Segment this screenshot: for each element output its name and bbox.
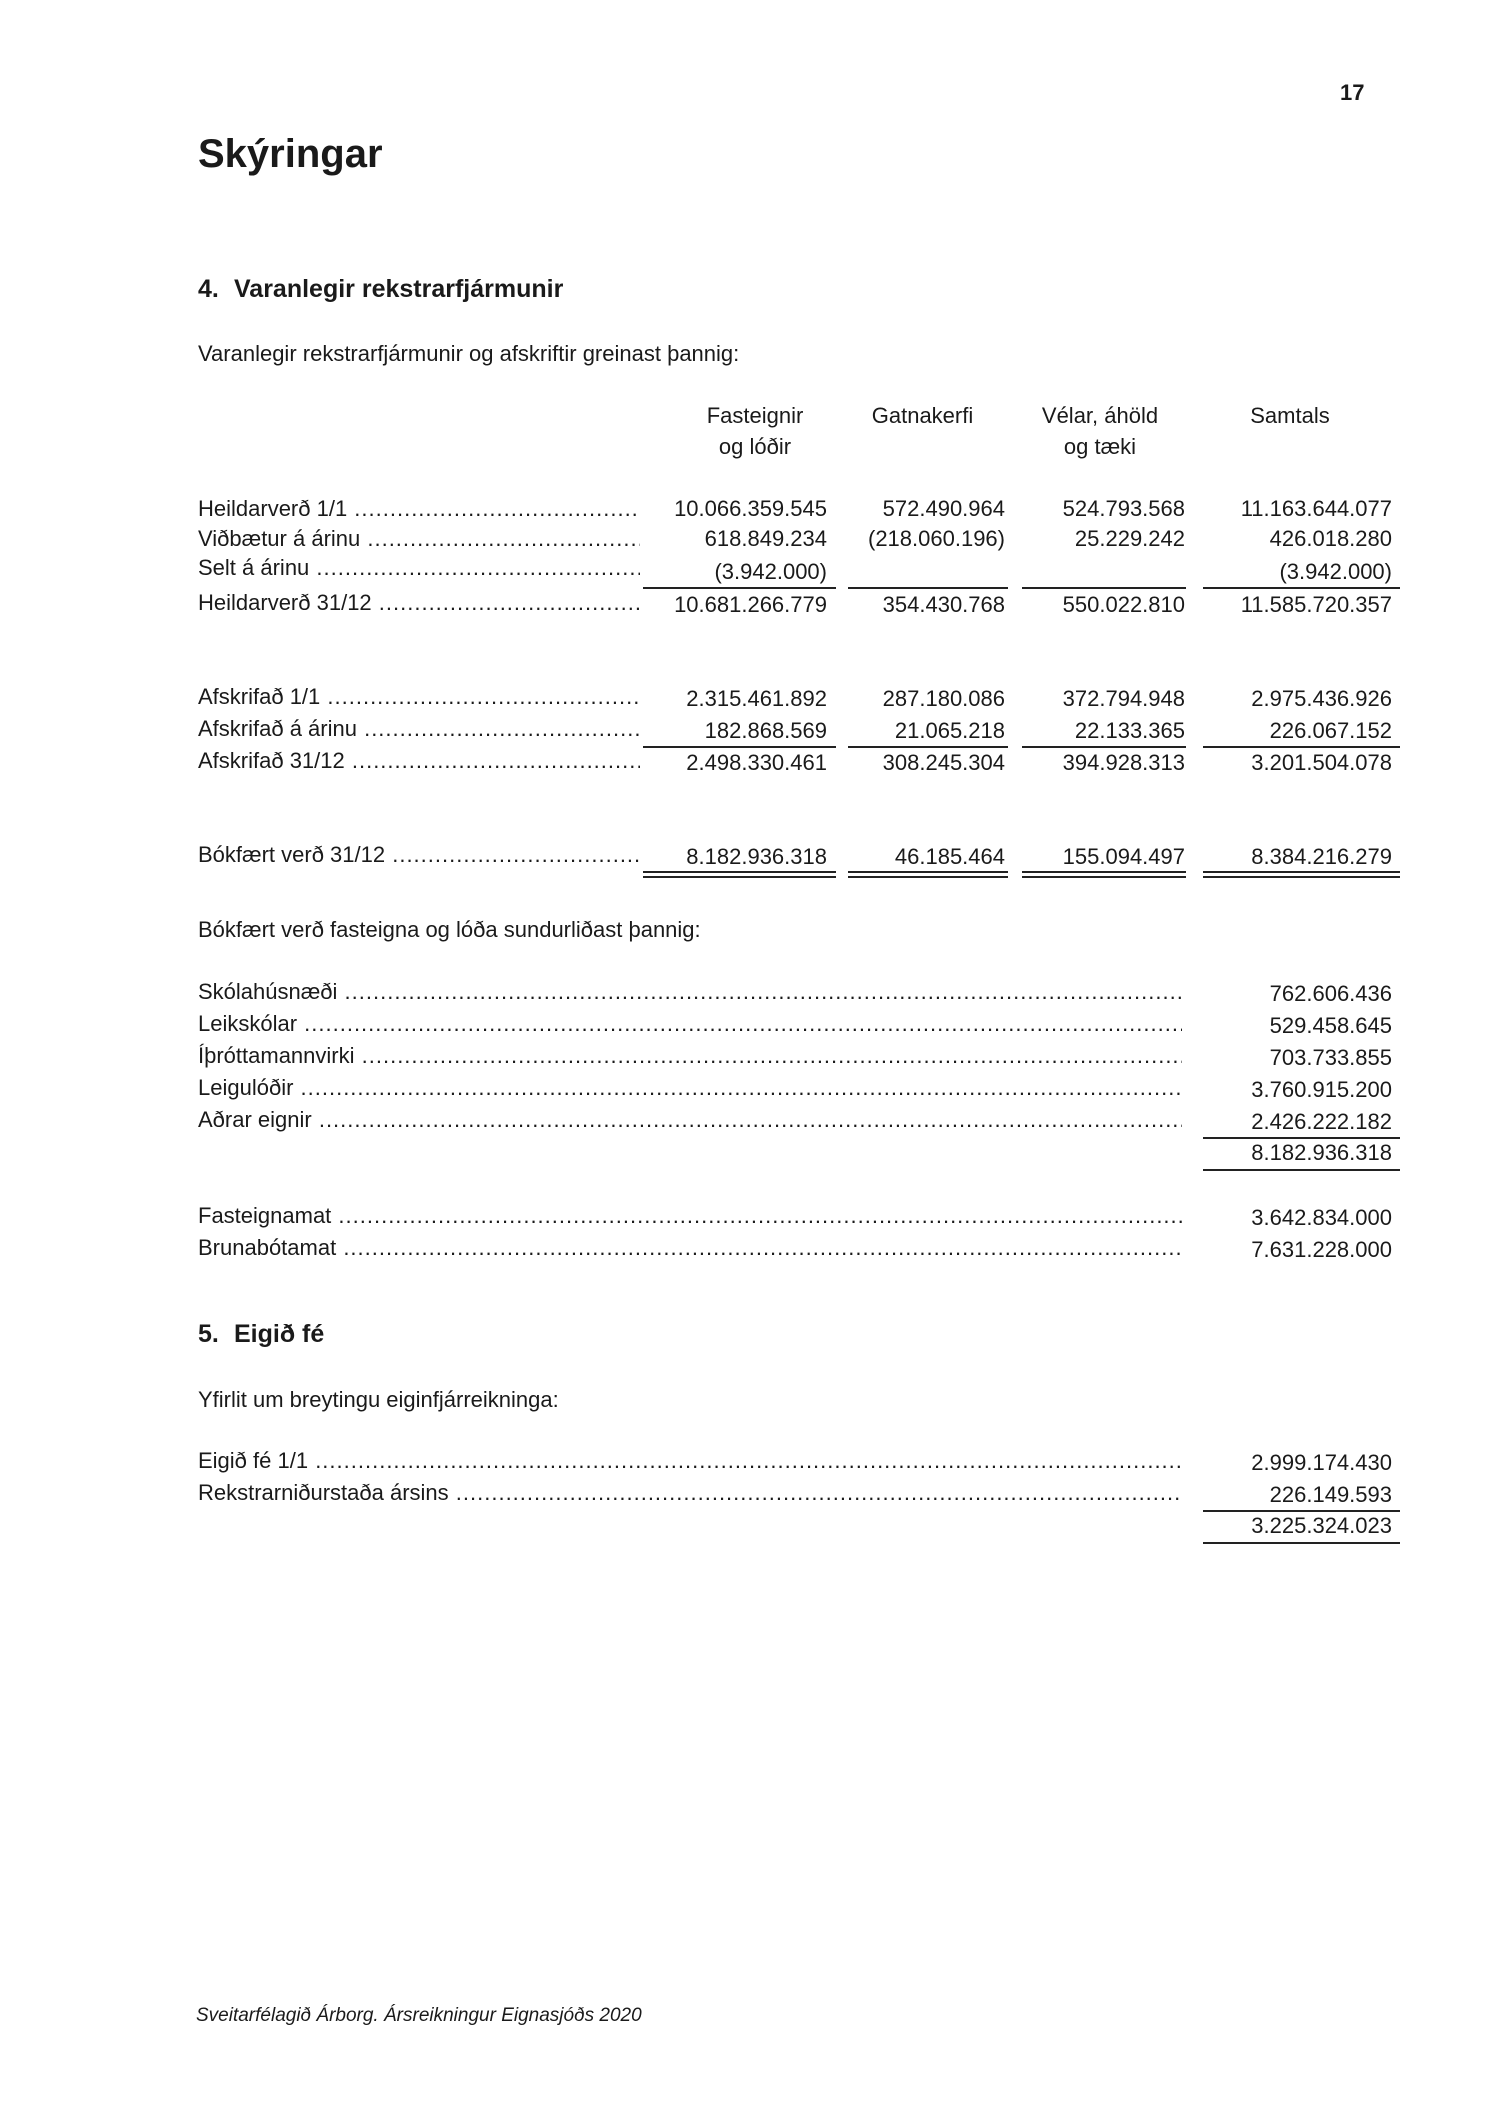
section-5-number: 5.	[198, 1320, 219, 1348]
row-label: Viðbætur á árinu .....	[198, 526, 640, 552]
row-value: (3.942.000)	[714, 559, 827, 584]
breakdown-value: 762.606.436	[1269, 981, 1392, 1006]
valuation-label: Fasteignamat .....	[198, 1203, 1182, 1229]
breakdown-value: 703.733.855	[1269, 1045, 1392, 1070]
row-value: 11.163.644.077	[1240, 496, 1392, 521]
equity-total: 3.225.324.023	[1251, 1513, 1392, 1538]
column-header-samtals: Samtals	[1250, 403, 1330, 428]
subtotal-rule	[1203, 1510, 1400, 1512]
page-footer: Sveitarfélagið Árborg. Ársreikningur Eignasjóðs 2020	[196, 2005, 642, 2026]
equity-value: 2.999.174.430	[1251, 1450, 1392, 1475]
row-value: 3.201.504.078	[1251, 750, 1392, 775]
valuation-label: Brunabótamat .....	[198, 1235, 1182, 1261]
row-label: Selt á árinu .....	[198, 555, 640, 581]
breakdown-value: 3.760.915.200	[1251, 1077, 1392, 1102]
row-value: 287.180.086	[882, 686, 1005, 711]
breakdown-total: 8.182.936.318	[1251, 1140, 1392, 1165]
section-4-intro: Varanlegir rekstrarfjármunir og afskriftir greinast þannig:	[198, 341, 740, 366]
subtotal-rule	[848, 746, 1008, 748]
row-label: Bókfært verð 31/12 .....	[198, 842, 640, 868]
valuation-value: 3.642.834.000	[1251, 1205, 1392, 1230]
row-value: 572.490.964	[882, 496, 1005, 521]
row-label: Afskrifað 31/12 .....	[198, 748, 640, 774]
total-rule	[1203, 871, 1400, 873]
row-value: 11.585.720.357	[1240, 592, 1392, 617]
row-label: Heildarverð 31/12 .....	[198, 590, 640, 616]
section-4-title-text: Varanlegir rekstrarfjármunir	[234, 275, 564, 303]
row-value: 182.868.569	[704, 718, 827, 743]
section-4-number: 4.	[198, 275, 219, 303]
row-value: 2.498.330.461	[686, 750, 827, 775]
row-value: 2.315.461.892	[686, 686, 827, 711]
column-header-fasteignir: Fasteignir og lóðir	[706, 403, 804, 459]
total-rule	[1022, 876, 1186, 878]
section-5-title-text: Eigið fé	[234, 1320, 325, 1348]
row-label: Afskrifað 1/1 .....	[198, 684, 640, 710]
row-value: 372.794.948	[1062, 686, 1185, 711]
column-header-velar: Vélar, áhöld og tæki	[1041, 403, 1159, 459]
row-value: 618.849.234	[704, 526, 827, 551]
row-value: 550.022.810	[1062, 592, 1185, 617]
section-5-title	[198, 1320, 324, 1349]
row-value: 10.066.359.545	[674, 496, 827, 521]
row-value: 426.018.280	[1269, 526, 1392, 551]
subtotal-rule	[643, 746, 836, 748]
equity-value: 226.149.593	[1269, 1482, 1392, 1507]
total-rule	[643, 876, 836, 878]
row-value: (3.942.000)	[1279, 559, 1392, 584]
total-rule	[1203, 876, 1400, 878]
valuation-value: 7.631.228.000	[1251, 1237, 1392, 1262]
equity-label: Rekstrarniðurstaða ársins .....	[198, 1480, 1182, 1506]
row-label: Afskrifað á árinu .....	[198, 716, 640, 742]
total-rule	[1203, 1542, 1400, 1544]
row-value: 22.133.365	[1074, 718, 1185, 743]
row-value: 524.793.568	[1062, 496, 1185, 521]
breakdown-label: Íþróttamannvirki .....	[198, 1043, 1182, 1069]
total-rule	[643, 871, 836, 873]
total-rule	[848, 871, 1008, 873]
total-rule	[1203, 1169, 1400, 1171]
breakdown-value: 2.426.222.182	[1251, 1109, 1392, 1134]
total-rule	[1022, 871, 1186, 873]
breakdown-label: Leigulóðir .....	[198, 1075, 1182, 1101]
page-heading: Skýringar	[198, 132, 383, 176]
row-value: 354.430.768	[882, 592, 1005, 617]
breakdown-label: Leikskólar .....	[198, 1011, 1182, 1037]
row-value: (218.060.196)	[868, 526, 1005, 551]
subtotal-rule	[1022, 746, 1186, 748]
breakdown-value: 529.458.645	[1269, 1013, 1392, 1038]
row-value: 226.067.152	[1269, 718, 1392, 743]
row-value: 8.384.216.279	[1251, 844, 1392, 869]
row-value: 2.975.436.926	[1251, 686, 1392, 711]
row-value: 308.245.304	[882, 750, 1005, 775]
breakdown-label: Skólahúsnæði .....	[198, 979, 1182, 1005]
section-5-intro: Yfirlit um breytingu eiginfjárreikninga:	[198, 1387, 559, 1412]
total-rule	[848, 876, 1008, 878]
subtotal-rule	[1203, 1137, 1400, 1139]
row-label: Heildarverð 1/1 .....	[198, 496, 640, 522]
row-value: 155.094.497	[1062, 844, 1185, 869]
row-value: 25.229.242	[1074, 526, 1185, 551]
row-value: 21.065.218	[894, 718, 1005, 743]
row-value: 10.681.266.779	[674, 592, 827, 617]
subtotal-rule	[1203, 587, 1400, 589]
section-4-title	[198, 275, 563, 304]
subtotal-rule	[1022, 587, 1186, 589]
subtotal-rule	[643, 587, 836, 589]
breakdown-intro: Bókfært verð fasteigna og lóða sundurliðast þannig:	[198, 917, 701, 942]
row-value: 8.182.936.318	[686, 844, 827, 869]
row-value: 394.928.313	[1062, 750, 1185, 775]
equity-label: Eigið fé 1/1 .....	[198, 1448, 1182, 1474]
row-value: 46.185.464	[894, 844, 1005, 869]
breakdown-label: Aðrar eignir .....	[198, 1107, 1182, 1133]
page-number: 17	[1340, 80, 1365, 105]
column-header-gatnakerfi: Gatnakerfi	[871, 403, 974, 428]
subtotal-rule	[848, 587, 1008, 589]
subtotal-rule	[1203, 746, 1400, 748]
